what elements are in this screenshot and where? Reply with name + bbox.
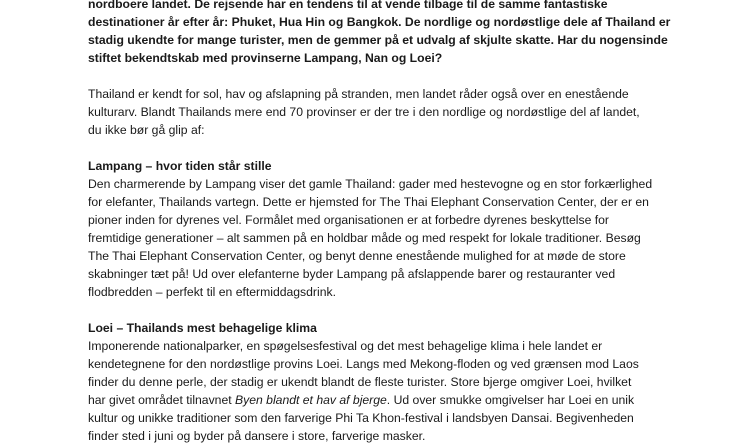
loei-line-text: har givet området tilnavnet [88,393,236,407]
loei-line-text: . Ud over smukke omgivelser har Loei en unik [386,393,635,407]
lampang-line: for elefanter, Thailands vartegn. Dette er hjemsted for The Thai Elephant Conservation Center, der er en [88,195,649,209]
intro-line: nordboere landet. De rejsende har en tendens til at vende tilbage til de samme fantastiske [88,0,608,11]
overview-line: kulturarv. Blandt Thailands mere end 70 provinser er der tre i den nordlige og nordøstlige del af landet, [88,105,640,119]
intro-line: destinationer år efter år: Phuket, Hua Hin og Bangkok. De nordlige og nordøstlige dele af Thailand er [88,15,671,29]
document-body [88,0,738,445]
overview-line: Thailand er kendt for sol, hav og afslapning på stranden, men landet råder også over en enestående [88,87,629,101]
intro-line: stadig ukendte for mange turister, men de gemmer på et udvalg af skjulte skatte. Har du nogensinde [88,33,668,47]
overview-paragraph [88,85,738,139]
loei-line [88,391,738,409]
loei-line: finder du denne perle, der stadig er ukendt blandt de fleste turister. Store bjerge omgiver Loei, hvilket [88,375,632,389]
loei-line: kultur og unikke traditioner som den farverige Phi Ta Khon-festival i landsbyen Dansai. Begivenheden [88,411,634,425]
intro-line: stiftet bekendtskab med provinserne Lampang, Nan og Loei? [88,51,443,65]
loei-nickname: Byen blandt et hav af bjerge [235,393,387,407]
lampang-line: Den charmerende by Lampang viser det gamle Thailand: gader med hestevogne og en stor forkærlighed [88,177,653,191]
loei-heading: Loei – Thailands mest behagelige klima [88,321,317,335]
loei-line: finder sted i juni og byder på dansere i store, farverige masker. [88,429,426,443]
lampang-line: The Thai Elephant Conservation Center, og benyt denne enestående mulighed for at møde de store [88,249,626,263]
lampang-line: fremtidige generationer – alt sammen på en holdbar måde og med respekt for lokale traditioner. Besøg [88,231,641,245]
paragraph-spacer [88,139,738,157]
overview-line: du ikke bør gå glip af: [88,123,205,137]
lampang-heading: Lampang – hvor tiden står stille [88,159,272,173]
lampang-line: pioner inden for dyrenes vel. Formålet med organisationen er at forbedre dyrenes beskyttelse for [88,213,609,227]
paragraph-spacer [88,67,738,85]
intro-paragraph [88,0,738,67]
paragraph-spacer [88,301,738,319]
loei-line: Imponerende nationalparker, en spøgelsesfestival og det mest behagelige klima i hele landet er [88,339,603,353]
loei-paragraph [88,337,738,445]
lampang-paragraph [88,175,738,301]
lampang-line: skabninger tæt på! Ud over elefanterne byder Lampang på afslappende barer og restauranter ved [88,267,616,281]
loei-line: kendetegnene for den nordøstlige provins Loei. Langs med Mekong-floden og ved grænsen mod Laos [88,357,639,371]
lampang-line: flodbredden – perfekt til en eftermiddagsdrink. [88,285,336,299]
